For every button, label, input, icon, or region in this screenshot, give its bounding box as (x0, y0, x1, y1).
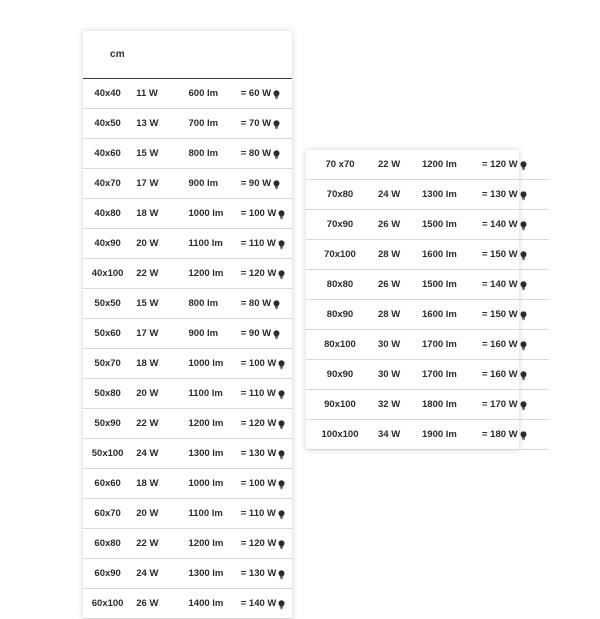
cell-equivalent (240, 259, 292, 289)
cell-size: 60x80 (83, 529, 135, 559)
table-row (83, 199, 292, 229)
cell-wattage: 17 W (135, 169, 187, 199)
equivalent-text: = 100 W (240, 478, 277, 489)
cell-wattage: 20 W (135, 229, 187, 259)
cell-equivalent (240, 349, 292, 379)
table-row (83, 109, 292, 139)
equivalent-text: = 100 W (240, 208, 277, 219)
bulb-icon (278, 600, 285, 610)
cell-wattage: 11 W (135, 79, 187, 109)
cell-equivalent (481, 390, 549, 420)
bulb-icon (273, 150, 280, 160)
equivalent-value-wrap (241, 388, 285, 399)
cell-size: 40x50 (83, 109, 135, 139)
table-row (83, 589, 292, 619)
cell-size: 60x90 (83, 559, 135, 589)
table-row (83, 259, 292, 289)
equivalent-text: = 80 W (240, 148, 272, 159)
cell-equivalent (240, 319, 292, 349)
cell-wattage: 28 W (377, 300, 421, 330)
cell-lumen: 1500 lm (421, 210, 481, 240)
equivalent-value-wrap (482, 279, 527, 290)
cell-lumen: 700 lm (188, 109, 240, 139)
equivalent-value-wrap (241, 358, 286, 369)
table-row (306, 300, 549, 330)
table-row (83, 229, 292, 259)
cell-size: 50x80 (83, 379, 135, 409)
equivalent-text: = 150 W (482, 249, 518, 260)
cell-equivalent (481, 360, 549, 390)
equivalent-text: = 120 W (240, 268, 277, 279)
cell-equivalent (240, 169, 292, 199)
table-header-label: cm (83, 31, 292, 79)
cell-lumen: 1600 lm (421, 240, 481, 270)
bulb-icon (520, 191, 527, 201)
equivalent-text: = 140 W (482, 279, 518, 290)
equivalent-text: = 110 W (240, 238, 276, 249)
cell-equivalent (240, 589, 292, 619)
cell-size: 100x100 (306, 420, 377, 450)
equivalent-text: = 120 W (240, 538, 277, 549)
cell-size: 40x100 (83, 259, 135, 289)
bulb-icon (273, 330, 280, 340)
equivalent-value-wrap (241, 508, 285, 519)
table-row (83, 169, 292, 199)
cell-lumen: 1300 lm (188, 439, 240, 469)
cell-wattage: 24 W (135, 439, 187, 469)
table-body (83, 31, 292, 619)
table-row (83, 559, 292, 589)
equivalent-text: = 160 W (482, 369, 518, 380)
bulb-icon (278, 420, 285, 430)
lamp-size-table-right (306, 150, 519, 450)
equivalent-text: = 130 W (240, 568, 277, 579)
cell-lumen: 1300 lm (421, 180, 481, 210)
cell-lumen: 1100 lm (188, 379, 240, 409)
cell-wattage: 18 W (135, 469, 187, 499)
equivalent-value-wrap (241, 118, 280, 129)
cell-equivalent (240, 409, 292, 439)
cell-size: 70x90 (306, 210, 377, 240)
bulb-icon (520, 221, 527, 231)
equivalent-value-wrap (482, 309, 527, 320)
bulb-icon (520, 161, 527, 171)
equivalent-value-wrap (482, 369, 527, 380)
cell-equivalent (240, 559, 292, 589)
equivalent-text: = 120 W (482, 159, 518, 170)
cell-size: 40x70 (83, 169, 135, 199)
equivalent-text: = 90 W (240, 178, 272, 189)
bulb-icon (278, 360, 285, 370)
equivalent-value-wrap (241, 478, 286, 489)
cell-equivalent (240, 79, 292, 109)
cell-wattage: 30 W (377, 360, 421, 390)
table-row (306, 360, 549, 390)
cell-size: 80x90 (306, 300, 377, 330)
equivalent-value-wrap (241, 208, 286, 219)
cell-equivalent (240, 289, 292, 319)
cell-size: 50x70 (83, 349, 135, 379)
table-row (83, 79, 292, 109)
bulb-icon (520, 311, 527, 321)
cell-wattage: 30 W (377, 330, 421, 360)
table-row (83, 529, 292, 559)
cell-wattage: 18 W (135, 199, 187, 229)
table-row (306, 180, 549, 210)
cell-equivalent (240, 439, 292, 469)
cell-lumen: 900 lm (188, 169, 240, 199)
cell-equivalent (240, 379, 292, 409)
bulb-icon (278, 510, 285, 520)
equivalent-value-wrap (482, 429, 527, 440)
cell-size: 90x90 (306, 360, 377, 390)
cell-size: 50x90 (83, 409, 135, 439)
table-row (83, 499, 292, 529)
cell-wattage: 15 W (135, 139, 187, 169)
bulb-icon (520, 281, 527, 291)
cell-lumen: 1000 lm (188, 199, 240, 229)
equivalent-text: = 110 W (240, 388, 276, 399)
cell-equivalent (240, 199, 292, 229)
bulb-icon (278, 540, 285, 550)
cell-lumen: 800 lm (188, 289, 240, 319)
cell-equivalent (481, 210, 549, 240)
lamp-size-table (306, 150, 549, 450)
equivalent-text: = 80 W (240, 298, 272, 309)
equivalent-value-wrap (241, 298, 280, 309)
cell-lumen: 1200 lm (188, 409, 240, 439)
cell-size: 60x60 (83, 469, 135, 499)
bulb-icon (278, 570, 285, 580)
bulb-icon (520, 341, 527, 351)
equivalent-value-wrap (241, 148, 280, 159)
cell-wattage: 26 W (377, 210, 421, 240)
cell-equivalent (240, 529, 292, 559)
cell-wattage: 13 W (135, 109, 187, 139)
bulb-icon (278, 480, 285, 490)
cell-lumen: 1700 lm (421, 360, 481, 390)
cell-equivalent (481, 300, 549, 330)
cell-lumen: 600 lm (188, 79, 240, 109)
bulb-icon (278, 270, 285, 280)
table-row (83, 439, 292, 469)
cell-size: 50x60 (83, 319, 135, 349)
cell-size: 70x100 (306, 240, 377, 270)
bulb-icon (520, 431, 527, 441)
cell-wattage: 17 W (135, 319, 187, 349)
equivalent-text: = 150 W (482, 309, 518, 320)
cell-wattage: 24 W (377, 180, 421, 210)
cell-wattage: 15 W (135, 289, 187, 319)
cell-wattage: 26 W (135, 589, 187, 619)
cell-lumen: 1100 lm (188, 229, 240, 259)
equivalent-value-wrap (241, 328, 280, 339)
equivalent-text: = 140 W (240, 598, 277, 609)
cell-size: 90x100 (306, 390, 377, 420)
cell-equivalent (240, 229, 292, 259)
equivalent-text: = 120 W (240, 418, 277, 429)
cell-lumen: 1000 lm (188, 469, 240, 499)
equivalent-value-wrap (482, 399, 527, 410)
cell-size: 70x80 (306, 180, 377, 210)
cell-wattage: 22 W (377, 150, 421, 180)
bulb-icon (273, 300, 280, 310)
equivalent-text: = 60 W (240, 88, 272, 99)
cell-size: 60x70 (83, 499, 135, 529)
cell-wattage: 20 W (135, 379, 187, 409)
cell-equivalent (240, 469, 292, 499)
table-row (83, 349, 292, 379)
equivalent-value-wrap (241, 568, 286, 579)
cell-size: 40x80 (83, 199, 135, 229)
equivalent-text: = 180 W (482, 429, 518, 440)
table-row (83, 289, 292, 319)
cell-lumen: 1000 lm (188, 349, 240, 379)
equivalent-text: = 100 W (240, 358, 277, 369)
equivalent-text: = 160 W (482, 339, 518, 350)
bulb-icon (278, 240, 285, 250)
equivalent-value-wrap (241, 268, 286, 279)
cell-lumen: 1200 lm (188, 529, 240, 559)
equivalent-value-wrap (482, 249, 527, 260)
cell-wattage: 32 W (377, 390, 421, 420)
cell-lumen: 1600 lm (421, 300, 481, 330)
cell-lumen: 1200 lm (421, 150, 481, 180)
equivalent-value-wrap (482, 339, 527, 350)
cell-lumen: 1800 lm (421, 390, 481, 420)
cell-lumen: 1500 lm (421, 270, 481, 300)
table-row (306, 270, 549, 300)
cell-wattage: 22 W (135, 529, 187, 559)
cell-wattage: 22 W (135, 259, 187, 289)
equivalent-text: = 90 W (240, 328, 272, 339)
equivalent-value-wrap (241, 538, 286, 549)
equivalent-value-wrap (241, 88, 280, 99)
cell-size: 80x100 (306, 330, 377, 360)
cell-wattage: 34 W (377, 420, 421, 450)
equivalent-value-wrap (482, 159, 527, 170)
cell-equivalent (481, 240, 549, 270)
cell-wattage: 20 W (135, 499, 187, 529)
cell-lumen: 1100 lm (188, 499, 240, 529)
cell-equivalent (481, 420, 549, 450)
equivalent-value-wrap (482, 189, 527, 200)
equivalent-text: = 140 W (482, 219, 518, 230)
cell-wattage: 24 W (135, 559, 187, 589)
equivalent-text: = 170 W (482, 399, 518, 410)
bulb-icon (273, 120, 280, 130)
table-row (83, 409, 292, 439)
table-row (306, 240, 549, 270)
equivalent-value-wrap (241, 418, 286, 429)
cell-size: 40x60 (83, 139, 135, 169)
cell-lumen: 1400 lm (188, 589, 240, 619)
cell-equivalent (481, 150, 549, 180)
cell-size: 50x100 (83, 439, 135, 469)
equivalent-value-wrap (241, 238, 285, 249)
cell-size: 60x100 (83, 589, 135, 619)
table-row (306, 150, 549, 180)
equivalent-text: = 70 W (240, 118, 272, 129)
bulb-icon (273, 90, 280, 100)
bulb-icon (520, 251, 527, 261)
equivalent-value-wrap (482, 219, 527, 230)
cell-lumen: 1900 lm (421, 420, 481, 450)
cell-equivalent (240, 109, 292, 139)
cell-size: 40x90 (83, 229, 135, 259)
table-row (83, 319, 292, 349)
bulb-icon (278, 210, 285, 220)
cell-size: 50x50 (83, 289, 135, 319)
cell-size: 70 x70 (306, 150, 377, 180)
table-row (306, 390, 549, 420)
cell-wattage: 18 W (135, 349, 187, 379)
lamp-size-table-left (83, 31, 292, 619)
cell-lumen: 900 lm (188, 319, 240, 349)
table-row (83, 139, 292, 169)
cell-size: 80x80 (306, 270, 377, 300)
lamp-size-table (83, 31, 292, 619)
cell-wattage: 22 W (135, 409, 187, 439)
cell-lumen: 1700 lm (421, 330, 481, 360)
cell-equivalent (481, 270, 549, 300)
equivalent-text: = 110 W (240, 508, 276, 519)
cell-lumen: 1300 lm (188, 559, 240, 589)
cell-equivalent (481, 180, 549, 210)
cell-wattage: 28 W (377, 240, 421, 270)
cell-size: 40x40 (83, 79, 135, 109)
equivalent-text: = 130 W (482, 189, 518, 200)
bulb-icon (278, 450, 285, 460)
equivalent-value-wrap (241, 178, 280, 189)
table-row (306, 420, 549, 450)
bulb-icon (520, 371, 527, 381)
table-row (83, 379, 292, 409)
bulb-icon (273, 180, 280, 190)
cell-wattage: 26 W (377, 270, 421, 300)
cell-lumen: 800 lm (188, 139, 240, 169)
cell-equivalent (240, 499, 292, 529)
table-row (83, 469, 292, 499)
table-row (306, 330, 549, 360)
table-body (306, 150, 549, 450)
table-row (306, 210, 549, 240)
bulb-icon (520, 401, 527, 411)
bulb-icon (278, 390, 285, 400)
equivalent-text: = 130 W (240, 448, 277, 459)
cell-equivalent (240, 139, 292, 169)
cell-equivalent (481, 330, 549, 360)
cell-lumen: 1200 lm (188, 259, 240, 289)
table-header-row (83, 31, 292, 79)
equivalent-value-wrap (241, 448, 286, 459)
